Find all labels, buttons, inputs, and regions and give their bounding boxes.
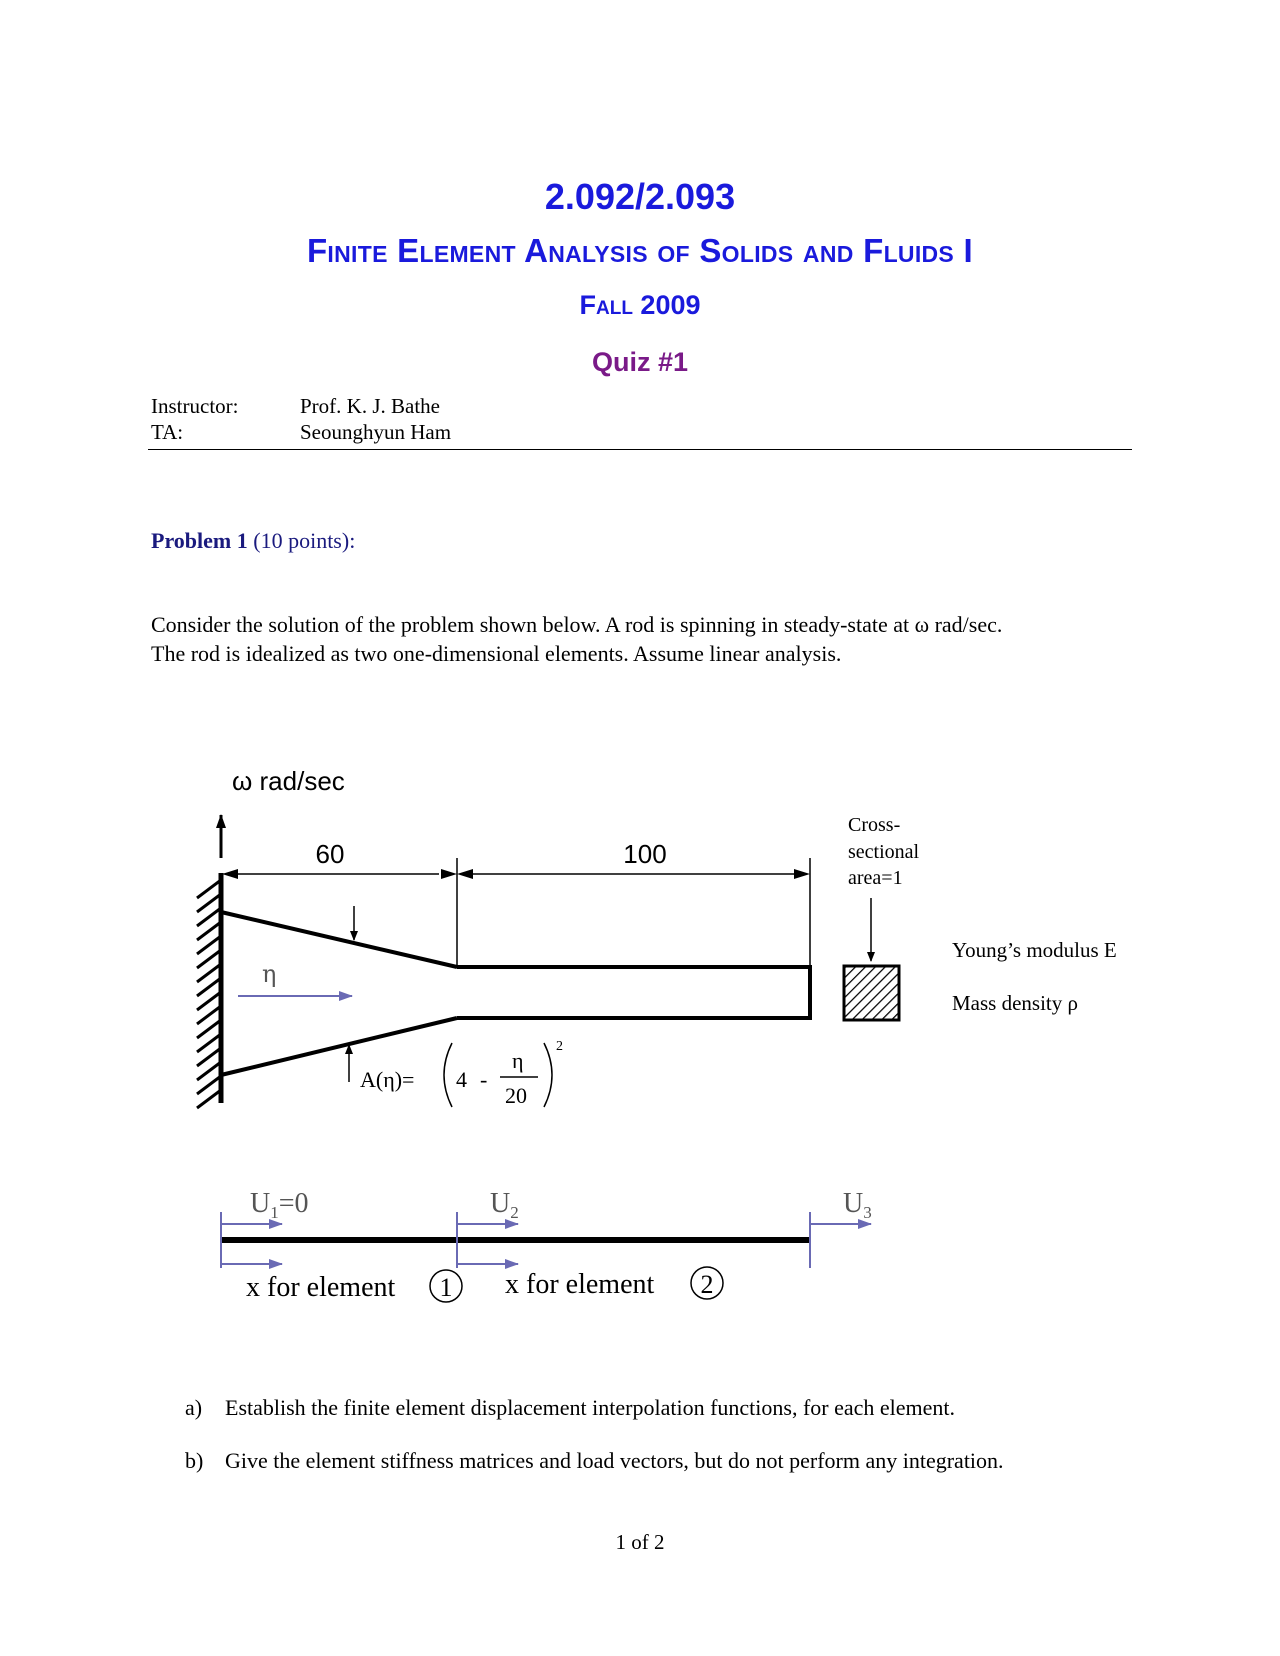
element-2-label: x for element (505, 1269, 655, 1300)
element-1-number: 1 (439, 1273, 453, 1302)
dim-100-label: 100 (623, 839, 667, 869)
question-b (185, 1448, 1004, 1474)
problem-number: Problem 1 (151, 528, 248, 553)
area-prefix: A(η)= (360, 1067, 415, 1092)
dim-60-label: 60 (315, 839, 345, 869)
term: Fall 2009 (579, 290, 701, 320)
youngs-modulus: Young’s modulus E (952, 938, 1117, 962)
element-1-label: x for element (246, 1272, 396, 1303)
question-b-text: Give the element stiffness matrices and load vectors, but do not perform any integration. (225, 1448, 1004, 1473)
element-2-number: 2 (700, 1270, 714, 1299)
cross-section-line-3: area=1 (848, 867, 903, 889)
u3-label: $U_3$ (843, 1188, 872, 1222)
dimension-lines (222, 858, 810, 968)
area-minus: - (480, 1067, 488, 1092)
area-formula (360, 1039, 563, 1108)
cross-section-square (844, 966, 899, 1020)
cross-section-line-2: sectional (848, 841, 920, 863)
statement-line-2: The rod is idealized as two one-dimensional elements. Assume linear analysis. (151, 641, 842, 666)
statement-line-1: Consider the solution of the problem shown below. A rod is spinning in steady-state at ω rad/sec. (151, 612, 1003, 637)
question-a-label: a) (185, 1395, 203, 1420)
course-number: 2.092/2.093 (544, 176, 736, 217)
mass-density: Mass density ρ (952, 991, 1078, 1015)
area-four: 4 (456, 1067, 467, 1092)
ta-name: Seounghyun Ham (300, 420, 452, 444)
area-denominator: 20 (505, 1083, 527, 1108)
area-exponent: 2 (556, 1039, 563, 1054)
omega-label: ω rad/sec (232, 766, 345, 796)
page-number: 1 of 2 (615, 1530, 665, 1554)
u2-label: $U_2$ (490, 1188, 519, 1222)
fixed-wall (197, 873, 221, 1108)
problem-points: (10 points): (253, 528, 356, 553)
course-title: Finite Element Analysis of Solids and Fluids I (306, 232, 974, 269)
instructor-label: Instructor: (151, 394, 239, 418)
question-a (185, 1395, 955, 1421)
ta-label: TA: (151, 420, 184, 444)
question-b-label: b) (185, 1448, 204, 1473)
instructor-name: Prof. K. J. Bathe (300, 394, 440, 418)
quiz-title: Quiz #1 (591, 347, 689, 377)
area-numerator: η (512, 1048, 524, 1073)
u1-label: $U_1=0$ (250, 1188, 309, 1222)
question-a-text: Establish the finite element displacement interpolation functions, for each element. (225, 1395, 956, 1420)
eta-label: η (262, 960, 277, 988)
cross-section-line-1: Cross- (848, 814, 901, 836)
